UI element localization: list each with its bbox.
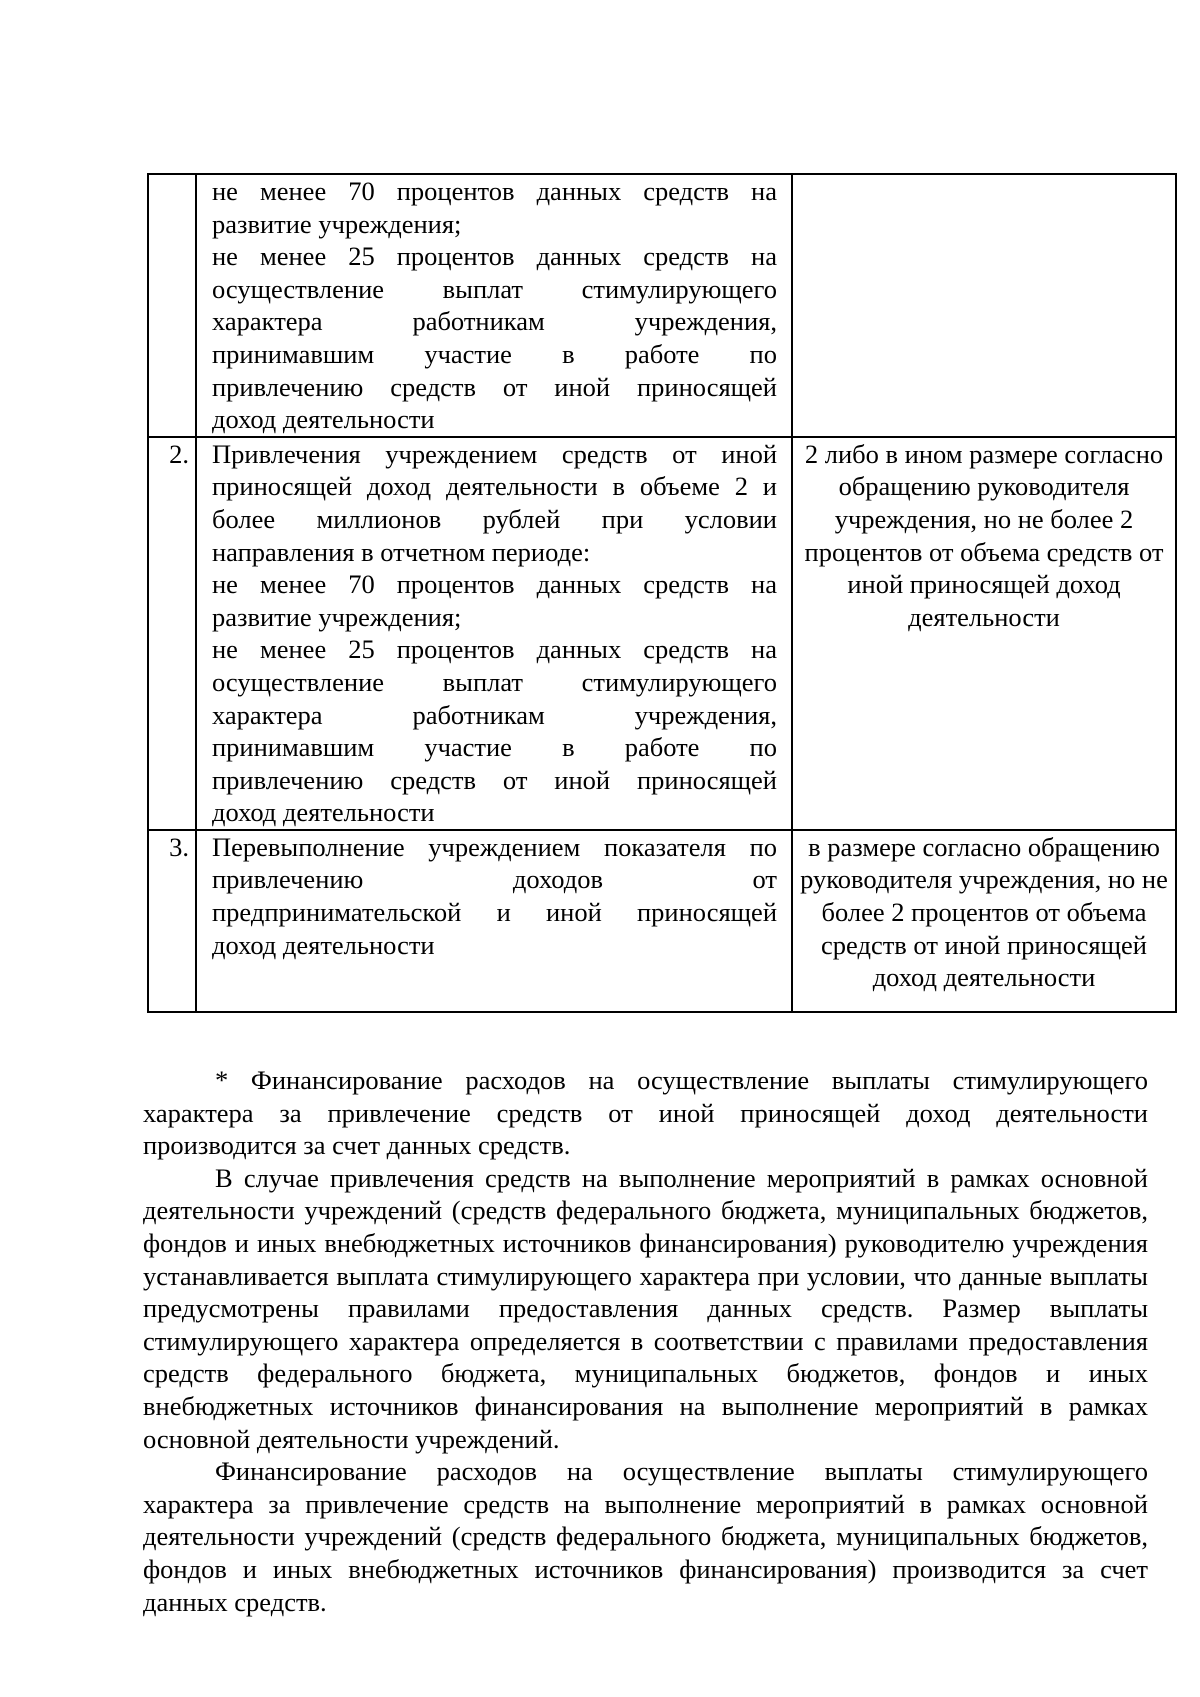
table-row (148, 174, 1176, 437)
description-line: предпринимательской и иной приносящей (212, 897, 777, 928)
row-description (196, 830, 792, 1012)
description-line: характера работникам учреждения, (212, 306, 777, 337)
criteria-table (147, 173, 1177, 1013)
row-value (792, 174, 1176, 437)
description-line: осуществление выплат стимулирующего (212, 273, 777, 304)
note-paragraph: В случае привлечения средств на выполнение мероприятий в рамках основной деятельности учреждений (средств федерального бюджета, муниципальных бюджетов, фондов и иных внебюджетных источников финансирования) руководителю учреждения устанавливается выплата стимулирующего характера при условии, что данные выплаты предусмотрены правилами предоставления данных средств. Размер выплаты стимулирующего характера определяется в соответствии с правилами предоставления средств федерального бюджета, муниципальных бюджетов, фондов и иных внебюджетных источников финансирования на выполнение мероприятий в рамках основной деятельности учреждений. (143, 1162, 1148, 1454)
description-line: привлечению средств от иной приносящей (212, 764, 777, 795)
description-line: привлечению доходов от (212, 864, 777, 895)
description-line: не менее 70 процентов данных средств на (212, 569, 777, 600)
row-description (196, 174, 792, 437)
description-line: не менее 70 процентов данных средств на (212, 176, 777, 206)
table-row (148, 437, 1176, 830)
description-line: доход деятельности (212, 797, 435, 828)
description-line: доход деятельности (212, 404, 435, 435)
description-line: принимавшим участие в работе по (212, 338, 777, 369)
description-line: не менее 25 процентов данных средств на (212, 634, 777, 665)
row-number: 2. (148, 437, 196, 830)
description-line: более миллионов рублей при условии (212, 503, 777, 534)
description-line: развитие учреждения; (212, 601, 462, 632)
note-paragraph: Финансирование расходов на осуществление выплаты стимулирующего характера за привлечение средств на выполнение мероприятий в рамках основной деятельности учреждений (средств федерального бюджета, муниципальных бюджетов, фондов и иных внебюджетных источников финансирования) производится за счет данных средств. (143, 1456, 1148, 1617)
description-line: направления в отчетном периоде: (212, 536, 591, 567)
description-line: не менее 25 процентов данных средств на (212, 241, 777, 272)
description-line: приносящей доход деятельности в объеме 2 и (212, 471, 777, 502)
description-line: развитие учреждения; (212, 208, 462, 239)
notes-section (143, 1064, 1148, 1618)
row-value: в размере согласно обращению руководителя учреждения, но не более 2 процентов от объема средств от иной приносящей доход деятельности (792, 830, 1176, 1012)
row-description (196, 437, 792, 830)
row-value: 2 либо в ином размере согласно обращению руководителя учреждения, но не более 2 процентов от объема средств от иной приносящей доход деятельности (792, 437, 1176, 830)
description-line: Перевыполнение учреждением показателя по (212, 831, 777, 862)
description-line: привлечению средств от иной приносящей (212, 371, 777, 402)
description-line: принимавшим участие в работе по (212, 732, 777, 763)
table-row (148, 830, 1176, 1012)
row-number: 3. (148, 830, 196, 1012)
description-line: осуществление выплат стимулирующего (212, 666, 777, 697)
description-line: доход деятельности (212, 929, 435, 960)
description-line: Привлечения учреждением средств от иной (212, 438, 777, 469)
row-number (148, 174, 196, 437)
description-line: характера работникам учреждения, (212, 699, 777, 730)
footnote-paragraph: * Финансирование расходов на осуществление выплаты стимулирующего характера за привлечение средств от иной приносящей доход деятельности производится за счет данных средств. (143, 1065, 1148, 1161)
